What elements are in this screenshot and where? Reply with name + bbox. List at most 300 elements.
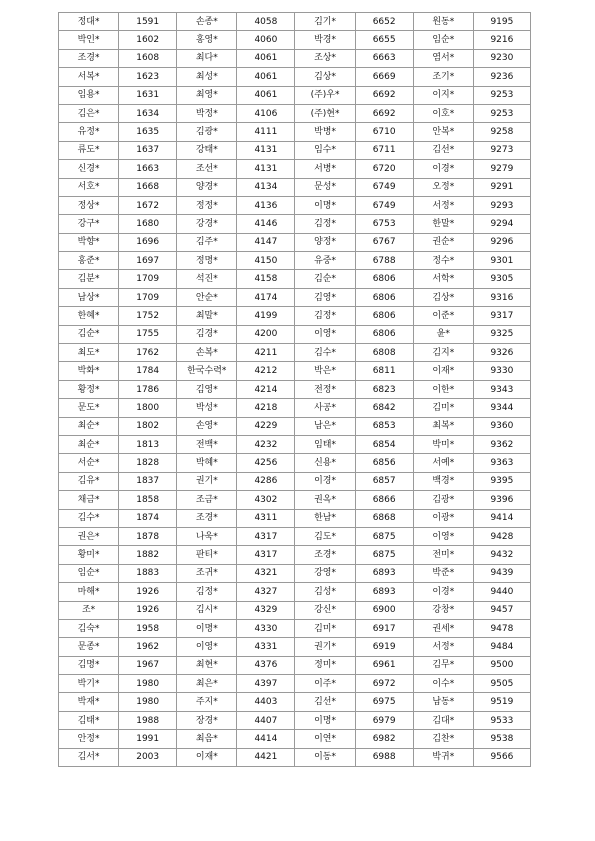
donor-name-cell: 정수* xyxy=(413,252,473,270)
donor-number-cell: 9301 xyxy=(473,252,530,270)
donor-name-cell: 김정* xyxy=(177,583,237,601)
donor-name-cell: 서학* xyxy=(413,270,473,288)
table-row xyxy=(59,270,531,288)
donor-name-cell: 이명* xyxy=(295,196,355,214)
donor-name-cell: 권세* xyxy=(413,619,473,637)
donor-name-cell: 김상* xyxy=(413,288,473,306)
donor-number-cell: 4146 xyxy=(237,215,295,233)
donor-name-cell: 정미* xyxy=(295,656,355,674)
table-row xyxy=(59,601,531,619)
donor-number-cell: 6875 xyxy=(355,546,413,564)
donor-number-cell: 1784 xyxy=(119,362,177,380)
donor-name-cell: 권은* xyxy=(59,527,119,545)
donor-number-cell: 9343 xyxy=(473,380,530,398)
donor-name-cell: 류도* xyxy=(59,141,119,159)
donor-name-cell: 임순* xyxy=(59,564,119,582)
donor-name-cell: 박기* xyxy=(59,675,119,693)
donor-name-cell: 김광* xyxy=(413,491,473,509)
donor-name-cell: 박혜* xyxy=(177,454,237,472)
donor-number-cell: 1634 xyxy=(119,104,177,122)
table-row xyxy=(59,288,531,306)
donor-name-cell: 박인* xyxy=(59,31,119,49)
donor-number-cell: 4414 xyxy=(237,730,295,748)
donor-name-cell: 김주* xyxy=(177,233,237,251)
donor-name-cell: 윤* xyxy=(413,325,473,343)
donor-name-cell: 양정* xyxy=(295,233,355,251)
donor-number-cell: 1680 xyxy=(119,215,177,233)
donor-name-cell: 박향* xyxy=(59,233,119,251)
donor-name-cell: 홍영* xyxy=(177,31,237,49)
donor-number-cell: 4061 xyxy=(237,68,295,86)
donor-number-cell: 6972 xyxy=(355,675,413,693)
donor-number-cell: 4317 xyxy=(237,527,295,545)
donor-name-cell: 이영* xyxy=(295,325,355,343)
table-row xyxy=(59,399,531,417)
table-row xyxy=(59,307,531,325)
table-row xyxy=(59,509,531,527)
donor-number-cell: 9230 xyxy=(473,49,530,67)
donor-name-cell: 한남* xyxy=(295,509,355,527)
donor-number-cell: 1697 xyxy=(119,252,177,270)
donor-name-cell: 김성* xyxy=(295,583,355,601)
donor-number-cell: 4321 xyxy=(237,564,295,582)
donor-name-cell: 박경* xyxy=(295,31,355,49)
table-row xyxy=(59,527,531,545)
donor-name-cell: 문성* xyxy=(295,178,355,196)
donor-number-cell: 1762 xyxy=(119,344,177,362)
donor-name-cell: 박미* xyxy=(413,435,473,453)
donor-name-cell: 유중* xyxy=(295,252,355,270)
donor-name-cell: 박화* xyxy=(59,362,119,380)
donor-number-cell: 9316 xyxy=(473,288,530,306)
donor-name-cell: 최복* xyxy=(413,417,473,435)
donor-name-cell: 최순* xyxy=(59,417,119,435)
donor-name-cell: 남상* xyxy=(59,288,119,306)
donor-list-sheet xyxy=(58,12,531,767)
donor-table-body xyxy=(59,13,531,767)
donor-number-cell: 9439 xyxy=(473,564,530,582)
donor-name-cell: 최영* xyxy=(177,86,237,104)
table-row xyxy=(59,196,531,214)
donor-number-cell: 6842 xyxy=(355,399,413,417)
donor-number-cell: 9478 xyxy=(473,619,530,637)
donor-name-cell: 정정* xyxy=(177,196,237,214)
donor-name-cell: 임순* xyxy=(413,31,473,49)
donor-number-cell: 6652 xyxy=(355,13,413,31)
donor-name-cell: 강창* xyxy=(413,601,473,619)
donor-number-cell: 4397 xyxy=(237,675,295,693)
donor-number-cell: 9440 xyxy=(473,583,530,601)
table-row xyxy=(59,178,531,196)
donor-name-cell: 임태* xyxy=(295,435,355,453)
donor-number-cell: 9253 xyxy=(473,104,530,122)
donor-number-cell: 9273 xyxy=(473,141,530,159)
donor-name-cell: 김미* xyxy=(295,619,355,637)
table-row xyxy=(59,417,531,435)
donor-table xyxy=(58,12,531,767)
donor-name-cell: 안복* xyxy=(413,123,473,141)
donor-name-cell: 한국수력* xyxy=(177,362,237,380)
table-row xyxy=(59,491,531,509)
donor-name-cell: 최순* xyxy=(59,435,119,453)
donor-name-cell: 김미* xyxy=(413,399,473,417)
donor-name-cell: 김선* xyxy=(295,693,355,711)
table-row xyxy=(59,472,531,490)
table-row xyxy=(59,711,531,729)
donor-name-cell: 사공* xyxy=(295,399,355,417)
donor-number-cell: 4330 xyxy=(237,619,295,637)
donor-name-cell: 서예* xyxy=(413,454,473,472)
donor-name-cell: 최은* xyxy=(177,675,237,693)
donor-number-cell: 1709 xyxy=(119,288,177,306)
donor-number-cell: 6979 xyxy=(355,711,413,729)
donor-number-cell: 6823 xyxy=(355,380,413,398)
donor-name-cell: 주지* xyxy=(177,693,237,711)
donor-name-cell: 강경* xyxy=(177,215,237,233)
donor-name-cell: 최도* xyxy=(59,344,119,362)
donor-number-cell: 4111 xyxy=(237,123,295,141)
donor-number-cell: 4200 xyxy=(237,325,295,343)
donor-number-cell: 4376 xyxy=(237,656,295,674)
donor-number-cell: 9362 xyxy=(473,435,530,453)
donor-number-cell: 9395 xyxy=(473,472,530,490)
donor-name-cell: 문종* xyxy=(59,638,119,656)
donor-number-cell: 6854 xyxy=(355,435,413,453)
donor-name-cell: 박정* xyxy=(177,104,237,122)
donor-number-cell: 1980 xyxy=(119,675,177,693)
donor-name-cell: 조선* xyxy=(177,160,237,178)
donor-number-cell: 6749 xyxy=(355,196,413,214)
donor-number-cell: 9216 xyxy=(473,31,530,49)
table-row xyxy=(59,325,531,343)
donor-number-cell: 6655 xyxy=(355,31,413,49)
donor-name-cell: 김순* xyxy=(59,325,119,343)
donor-number-cell: 1668 xyxy=(119,178,177,196)
donor-number-cell: 9293 xyxy=(473,196,530,214)
donor-name-cell: 남은* xyxy=(295,417,355,435)
table-row xyxy=(59,583,531,601)
donor-number-cell: 9344 xyxy=(473,399,530,417)
donor-number-cell: 4331 xyxy=(237,638,295,656)
donor-name-cell: 김순* xyxy=(295,270,355,288)
donor-number-cell: 4327 xyxy=(237,583,295,601)
donor-name-cell: 조* xyxy=(59,601,119,619)
donor-name-cell: 박은* xyxy=(295,362,355,380)
donor-number-cell: 6868 xyxy=(355,509,413,527)
donor-name-cell: 손영* xyxy=(177,417,237,435)
donor-name-cell: 강영* xyxy=(295,564,355,582)
donor-name-cell: 이한* xyxy=(413,380,473,398)
donor-name-cell: 임용* xyxy=(59,86,119,104)
donor-number-cell: 9432 xyxy=(473,546,530,564)
donor-number-cell: 1663 xyxy=(119,160,177,178)
donor-number-cell: 1962 xyxy=(119,638,177,656)
donor-name-cell: 신경* xyxy=(59,160,119,178)
donor-number-cell: 6806 xyxy=(355,325,413,343)
donor-number-cell: 1752 xyxy=(119,307,177,325)
donor-name-cell: 조상* xyxy=(295,49,355,67)
donor-name-cell: 정명* xyxy=(177,252,237,270)
donor-number-cell: 1672 xyxy=(119,196,177,214)
donor-name-cell: 유정* xyxy=(59,123,119,141)
table-row xyxy=(59,362,531,380)
donor-number-cell: 4229 xyxy=(237,417,295,435)
table-row xyxy=(59,619,531,637)
table-row xyxy=(59,104,531,122)
donor-name-cell: 최음* xyxy=(177,730,237,748)
donor-number-cell: 6875 xyxy=(355,527,413,545)
donor-number-cell: 1828 xyxy=(119,454,177,472)
donor-number-cell: 4302 xyxy=(237,491,295,509)
donor-number-cell: 6988 xyxy=(355,748,413,766)
table-row xyxy=(59,49,531,67)
donor-name-cell: 김정* xyxy=(295,307,355,325)
donor-name-cell: 서병* xyxy=(295,160,355,178)
donor-number-cell: 1602 xyxy=(119,31,177,49)
donor-number-cell: 4061 xyxy=(237,86,295,104)
donor-name-cell: 김수* xyxy=(295,344,355,362)
donor-name-cell: (주)우* xyxy=(295,86,355,104)
table-row xyxy=(59,252,531,270)
donor-number-cell: 4407 xyxy=(237,711,295,729)
donor-number-cell: 4317 xyxy=(237,546,295,564)
table-row xyxy=(59,693,531,711)
donor-name-cell: 남동* xyxy=(413,693,473,711)
table-row xyxy=(59,68,531,86)
donor-number-cell: 6919 xyxy=(355,638,413,656)
donor-number-cell: 1883 xyxy=(119,564,177,582)
donor-number-cell: 6806 xyxy=(355,270,413,288)
donor-number-cell: 1802 xyxy=(119,417,177,435)
donor-name-cell: 이경* xyxy=(295,472,355,490)
donor-number-cell: 6900 xyxy=(355,601,413,619)
donor-name-cell: 조기* xyxy=(413,68,473,86)
donor-number-cell: 6866 xyxy=(355,491,413,509)
donor-name-cell: 김영* xyxy=(295,288,355,306)
donor-name-cell: 김수* xyxy=(59,509,119,527)
donor-name-cell: 최현* xyxy=(177,656,237,674)
table-row xyxy=(59,730,531,748)
donor-name-cell: 장경* xyxy=(177,711,237,729)
donor-name-cell: 김서* xyxy=(59,748,119,766)
donor-number-cell: 6711 xyxy=(355,141,413,159)
donor-number-cell: 9296 xyxy=(473,233,530,251)
table-row xyxy=(59,160,531,178)
donor-number-cell: 1926 xyxy=(119,601,177,619)
donor-number-cell: 1755 xyxy=(119,325,177,343)
donor-name-cell: 판티* xyxy=(177,546,237,564)
donor-number-cell: 9279 xyxy=(473,160,530,178)
donor-number-cell: 1837 xyxy=(119,472,177,490)
donor-name-cell: 권기* xyxy=(295,638,355,656)
donor-number-cell: 9317 xyxy=(473,307,530,325)
donor-name-cell: 서정* xyxy=(413,638,473,656)
donor-number-cell: 1988 xyxy=(119,711,177,729)
donor-name-cell: 전미* xyxy=(413,546,473,564)
table-row xyxy=(59,215,531,233)
donor-number-cell: 9360 xyxy=(473,417,530,435)
donor-name-cell: 조경* xyxy=(295,546,355,564)
donor-name-cell: 원동* xyxy=(413,13,473,31)
donor-number-cell: 9533 xyxy=(473,711,530,729)
donor-name-cell: 김기* xyxy=(295,13,355,31)
donor-number-cell: 4214 xyxy=(237,380,295,398)
donor-number-cell: 6982 xyxy=(355,730,413,748)
donor-number-cell: 1608 xyxy=(119,49,177,67)
donor-number-cell: 9294 xyxy=(473,215,530,233)
donor-number-cell: 4256 xyxy=(237,454,295,472)
donor-number-cell: 6669 xyxy=(355,68,413,86)
donor-number-cell: 6720 xyxy=(355,160,413,178)
donor-name-cell: 이연* xyxy=(295,730,355,748)
donor-name-cell: 한혜* xyxy=(59,307,119,325)
donor-name-cell: 권순* xyxy=(413,233,473,251)
donor-name-cell: 이명* xyxy=(295,711,355,729)
donor-name-cell: 이경* xyxy=(413,160,473,178)
donor-number-cell: 4199 xyxy=(237,307,295,325)
donor-number-cell: 1800 xyxy=(119,399,177,417)
donor-name-cell: 서복* xyxy=(59,68,119,86)
donor-name-cell: 조경* xyxy=(177,509,237,527)
donor-name-cell: 강태* xyxy=(177,141,237,159)
donor-number-cell: 4403 xyxy=(237,693,295,711)
donor-number-cell: 4058 xyxy=(237,13,295,31)
donor-name-cell: 황정* xyxy=(59,380,119,398)
donor-number-cell: 9330 xyxy=(473,362,530,380)
table-row xyxy=(59,638,531,656)
donor-name-cell: 최다* xyxy=(177,49,237,67)
donor-name-cell: 김시* xyxy=(177,601,237,619)
donor-number-cell: 4286 xyxy=(237,472,295,490)
donor-number-cell: 4218 xyxy=(237,399,295,417)
table-row xyxy=(59,435,531,453)
donor-name-cell: 권기* xyxy=(177,472,237,490)
donor-number-cell: 1591 xyxy=(119,13,177,31)
donor-number-cell: 4212 xyxy=(237,362,295,380)
donor-number-cell: 9253 xyxy=(473,86,530,104)
donor-name-cell: 김정* xyxy=(295,215,355,233)
donor-name-cell: 이재* xyxy=(413,362,473,380)
donor-number-cell: 6893 xyxy=(355,583,413,601)
donor-name-cell: 이지* xyxy=(413,86,473,104)
donor-number-cell: 1882 xyxy=(119,546,177,564)
donor-name-cell: (주)현* xyxy=(295,104,355,122)
table-row xyxy=(59,675,531,693)
donor-number-cell: 9428 xyxy=(473,527,530,545)
donor-number-cell: 4131 xyxy=(237,160,295,178)
donor-name-cell: 이수* xyxy=(413,675,473,693)
donor-name-cell: 김경* xyxy=(177,325,237,343)
table-row xyxy=(59,13,531,31)
donor-name-cell: 양경* xyxy=(177,178,237,196)
donor-name-cell: 최성* xyxy=(177,68,237,86)
donor-name-cell: 김대* xyxy=(413,711,473,729)
donor-number-cell: 1874 xyxy=(119,509,177,527)
donor-name-cell: 강구* xyxy=(59,215,119,233)
donor-number-cell: 6961 xyxy=(355,656,413,674)
donor-number-cell: 9396 xyxy=(473,491,530,509)
donor-name-cell: 손종* xyxy=(177,13,237,31)
donor-number-cell: 9519 xyxy=(473,693,530,711)
donor-number-cell: 6806 xyxy=(355,307,413,325)
donor-name-cell: 김지* xyxy=(413,344,473,362)
donor-number-cell: 6917 xyxy=(355,619,413,637)
donor-name-cell: 김태* xyxy=(59,711,119,729)
donor-number-cell: 4136 xyxy=(237,196,295,214)
donor-name-cell: 최말* xyxy=(177,307,237,325)
donor-name-cell: 이준* xyxy=(413,307,473,325)
donor-name-cell: 안순* xyxy=(177,288,237,306)
donor-number-cell: 4147 xyxy=(237,233,295,251)
donor-name-cell: 이명* xyxy=(177,619,237,637)
donor-name-cell: 석진* xyxy=(177,270,237,288)
donor-number-cell: 9325 xyxy=(473,325,530,343)
donor-name-cell: 이재* xyxy=(177,748,237,766)
table-row xyxy=(59,380,531,398)
donor-number-cell: 9566 xyxy=(473,748,530,766)
donor-name-cell: 황미* xyxy=(59,546,119,564)
donor-number-cell: 9500 xyxy=(473,656,530,674)
donor-number-cell: 4060 xyxy=(237,31,295,49)
donor-name-cell: 한말* xyxy=(413,215,473,233)
donor-number-cell: 1786 xyxy=(119,380,177,398)
donor-number-cell: 6788 xyxy=(355,252,413,270)
donor-number-cell: 9505 xyxy=(473,675,530,693)
donor-number-cell: 6692 xyxy=(355,86,413,104)
donor-name-cell: 오정* xyxy=(413,178,473,196)
donor-number-cell: 6856 xyxy=(355,454,413,472)
donor-name-cell: 김찬* xyxy=(413,730,473,748)
donor-number-cell: 9538 xyxy=(473,730,530,748)
donor-name-cell: 이영* xyxy=(413,527,473,545)
donor-number-cell: 9457 xyxy=(473,601,530,619)
donor-number-cell: 6749 xyxy=(355,178,413,196)
donor-name-cell: 이영* xyxy=(177,638,237,656)
donor-number-cell: 2003 xyxy=(119,748,177,766)
donor-name-cell: 임수* xyxy=(295,141,355,159)
donor-number-cell: 1813 xyxy=(119,435,177,453)
donor-name-cell: 김무* xyxy=(413,656,473,674)
donor-name-cell: 조귀* xyxy=(177,564,237,582)
donor-number-cell: 1631 xyxy=(119,86,177,104)
table-row xyxy=(59,233,531,251)
donor-name-cell: 이주* xyxy=(295,675,355,693)
donor-number-cell: 4134 xyxy=(237,178,295,196)
donor-name-cell: 이광* xyxy=(413,509,473,527)
donor-number-cell: 4174 xyxy=(237,288,295,306)
donor-number-cell: 1958 xyxy=(119,619,177,637)
donor-number-cell: 1696 xyxy=(119,233,177,251)
donor-name-cell: 서순* xyxy=(59,454,119,472)
donor-name-cell: 문도* xyxy=(59,399,119,417)
table-row xyxy=(59,656,531,674)
donor-name-cell: 서호* xyxy=(59,178,119,196)
donor-number-cell: 9326 xyxy=(473,344,530,362)
table-row xyxy=(59,454,531,472)
donor-name-cell: 김은* xyxy=(59,104,119,122)
donor-name-cell: 서정* xyxy=(413,196,473,214)
table-row xyxy=(59,546,531,564)
table-row xyxy=(59,141,531,159)
donor-number-cell: 1980 xyxy=(119,693,177,711)
donor-number-cell: 1709 xyxy=(119,270,177,288)
donor-number-cell: 1623 xyxy=(119,68,177,86)
table-row xyxy=(59,123,531,141)
donor-name-cell: 김도* xyxy=(295,527,355,545)
donor-number-cell: 6808 xyxy=(355,344,413,362)
donor-number-cell: 4061 xyxy=(237,49,295,67)
donor-number-cell: 6853 xyxy=(355,417,413,435)
